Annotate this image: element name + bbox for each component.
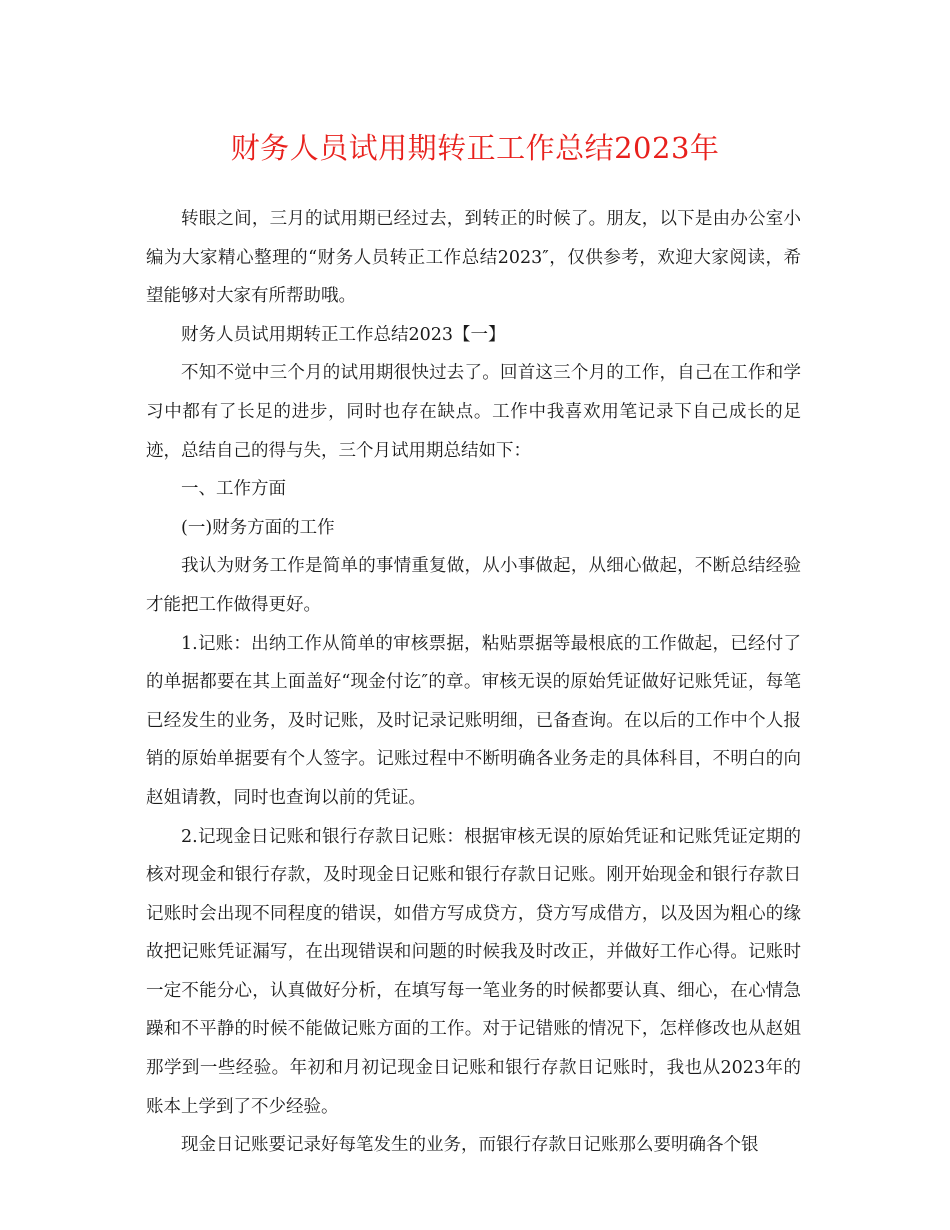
paragraph-journal: 2.记现金日记账和银行存款日记账：根据审核无误的原始凭证和记账凭证定期的核对现金和银行存款，及时现金日记账和银行存款日记账。刚开始现金和银行存款日记账时会出现不同程度的错误，如借方写成贷方，贷方写成借方，以及因为粗心的缘故把记账凭证漏写，在出现错误和问题的时候我及时改正，并做好工作心得。记账时一定不能分心，认真做好分析，在填写每一笔业务的时候都要认真、细心，在心情急躁和不平静的时候不能做记账方面的工作。对于记错账的情况下，怎样修改也从赵姐那学到一些经验。年初和月初记现金日记账和银行存款日记账时，我也从2023年的账本上学到了不少经验。 — [146, 826, 801, 1117]
paragraph-cash-journal: 现金日记账要记录好每笔发生的业务，而银行存款日记账那么要明确各个银 — [181, 1135, 759, 1156]
section-heading-one: 财务人员试用期转正工作总结2023【一】 — [181, 324, 506, 345]
document-body — [146, 200, 801, 1165]
paragraph-finance-view: 我认为财务工作是简单的事情重复做，从小事做起，从细心做起，不断总结经验才能把工作做得更好。 — [146, 556, 801, 615]
paragraph-bookkeeping: 1.记账：出纳工作从简单的审核票据，粘贴票据等最根底的工作做起，已经付了的单据都要在其上面盖好“现金付讫″的章。审核无误的原始凭证做好记账凭证，每笔已经发生的业务，及时记账，及时记录记账明细，已备查询。在以后的工作中个人报销的原始单据要有个人签字。记账过程中不断明确各业务走的具体科目，不明白的向赵姐请教，同时也查询以前的凭证。 — [146, 633, 801, 808]
paragraph-overview: 不知不觉中三个月的试用期很快过去了。回首这三个月的工作，自己在工作和学习中都有了长足的进步，同时也存在缺点。工作中我喜欢用笔记录下自己成长的足迹，总结自己的得与失，三个月试用期总结如下： — [146, 363, 801, 461]
document-title: 财务人员试用期转正工作总结2023年 — [230, 131, 720, 165]
heading-work-aspect: 一、工作方面 — [181, 479, 286, 500]
heading-finance-work: (一)财务方面的工作 — [181, 517, 335, 538]
paragraph-intro: 转眼之间，三月的试用期已经过去，到转正的时候了。朋友，以下是由办公室小编为大家精心整理的“财务人员转正工作总结2023″，仅供参考，欢迎大家阅读，希望能够对大家有所帮助哦。 — [146, 209, 801, 307]
